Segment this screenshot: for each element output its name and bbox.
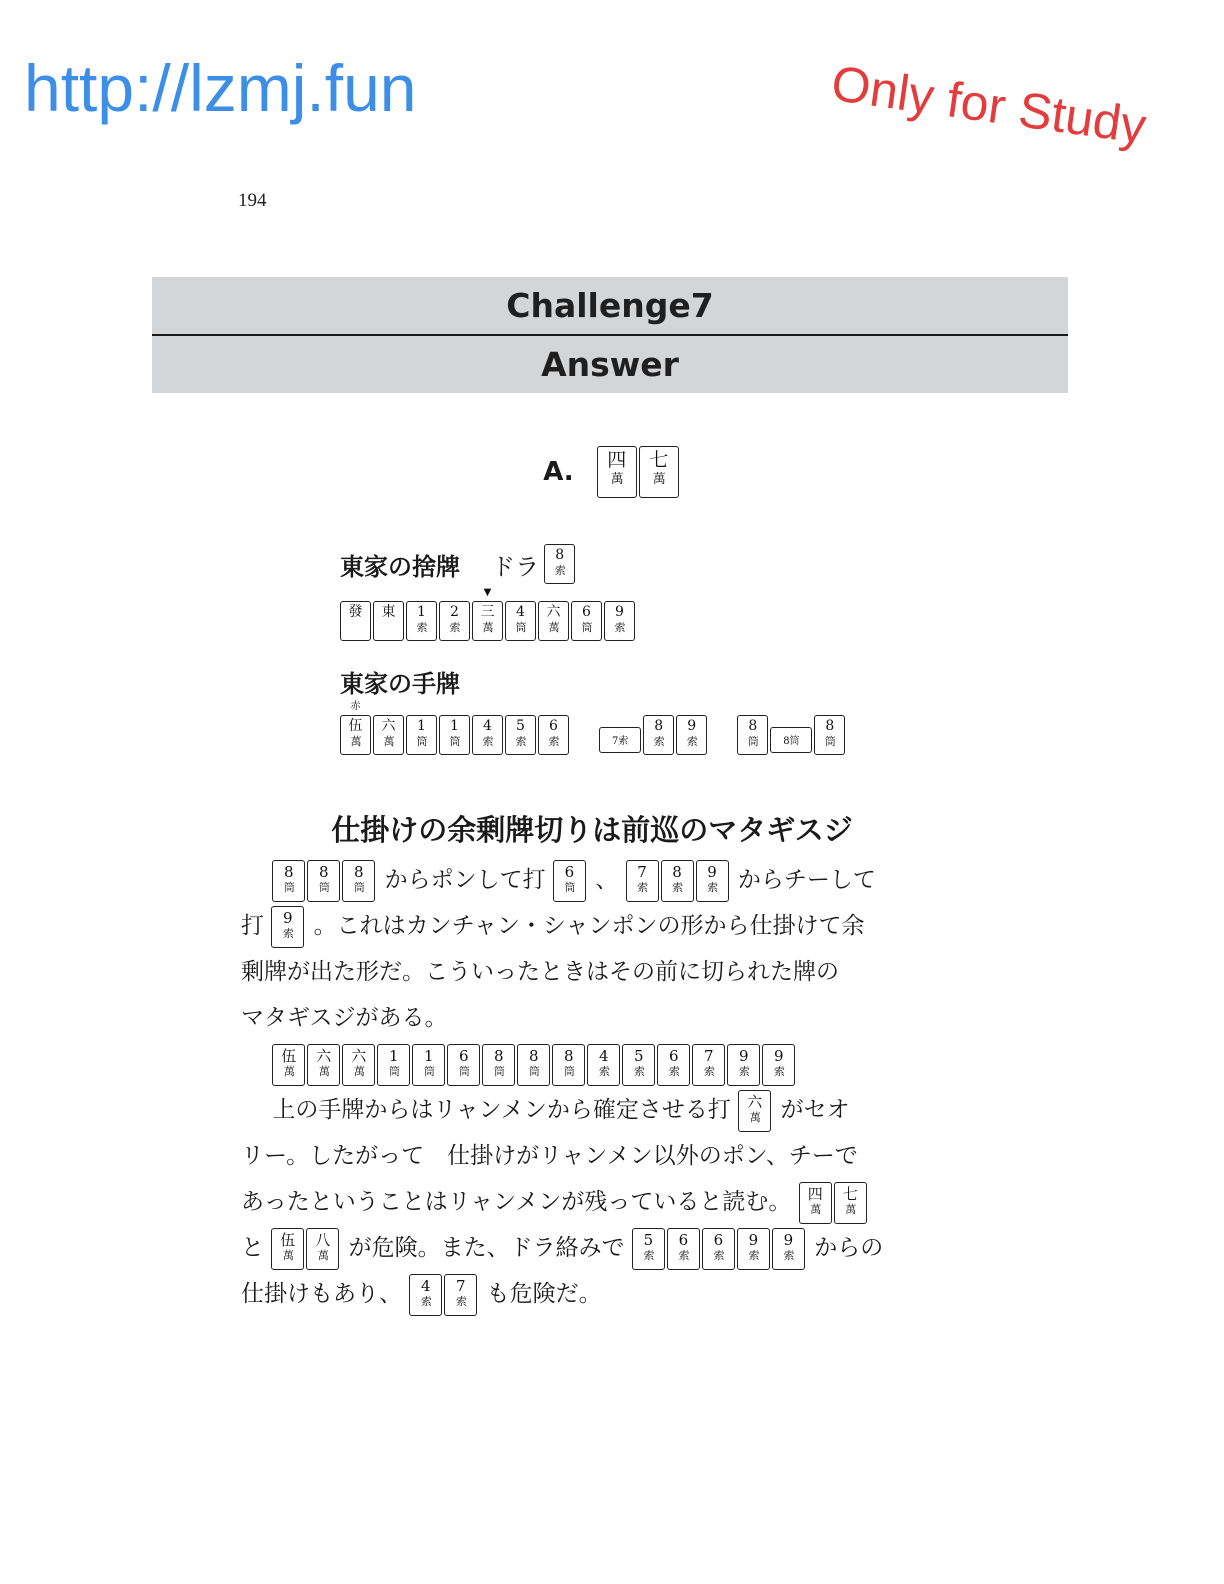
tile-top: 1 <box>424 1047 434 1065</box>
mahjong-tile <box>342 860 375 902</box>
tile-top: 1 <box>417 718 426 734</box>
text: からチーして <box>737 867 876 893</box>
tile-top: 5 <box>634 1047 644 1065</box>
text: 、 <box>595 867 619 893</box>
tile-suit: 筒 <box>515 621 526 634</box>
tile-top: 9 <box>687 718 697 734</box>
mahjong-tile <box>538 601 569 641</box>
tile-top: 六 <box>351 1047 367 1065</box>
tile-top: 8 <box>654 718 664 734</box>
mahjong-tile <box>505 715 536 755</box>
tile-suit: 索 <box>548 735 559 748</box>
mahjong-tile <box>667 1228 700 1270</box>
watermark-study: Only for Study <box>828 54 1150 155</box>
text: が危険。また、ドラ絡みで <box>348 1235 625 1261</box>
text: あったということはリャンメンが残っていると読む。 <box>241 1189 792 1215</box>
mahjong-tile <box>307 860 340 902</box>
mahjong-tile <box>272 860 305 902</box>
tile-suit: 筒 <box>493 1065 504 1078</box>
full-hand-line <box>241 1041 951 1087</box>
mahjong-tile <box>409 1274 442 1316</box>
mahjong-tile <box>544 544 575 584</box>
danger-tiles-a <box>799 1185 869 1216</box>
mahjong-tile <box>762 1044 795 1086</box>
tile-suit: 索 <box>482 735 493 748</box>
theory-discard-tile <box>738 1093 773 1124</box>
mahjong-tile <box>587 1044 620 1086</box>
tile-suit: 筒 <box>353 881 364 894</box>
tile-suit: 索 <box>668 1065 679 1078</box>
hand-concealed <box>340 701 571 748</box>
tile-suit: 筒 <box>824 735 835 748</box>
hand-row <box>340 701 847 755</box>
mahjong-tile <box>772 1228 805 1270</box>
hand-header <box>340 664 460 699</box>
tile-mark: 赤 <box>350 701 361 712</box>
dora-tile <box>544 547 577 577</box>
tile-suit: 萬 <box>282 1249 293 1262</box>
mahjong-tile: 8筒 <box>770 727 812 753</box>
pon-from-tiles <box>272 863 377 894</box>
discards-header <box>340 544 577 584</box>
text: からポンして打 <box>384 867 546 893</box>
tile-suit: 萬 <box>353 1065 364 1078</box>
tile-suit: 索 <box>703 1065 714 1078</box>
mahjong-tile <box>439 715 470 755</box>
tile-top: 七 <box>649 449 669 471</box>
tile-suit: 索 <box>637 881 648 894</box>
tile-suit: 萬 <box>845 1203 856 1216</box>
tile-suit: 索 <box>783 1249 794 1262</box>
tile-top: 8 <box>748 718 758 734</box>
tile-top: 8 <box>825 718 835 734</box>
tile-suit: 索 <box>598 1065 609 1078</box>
mahjong-tile <box>447 1044 480 1086</box>
mahjong-tile <box>696 860 729 902</box>
tile-suit: 索 <box>738 1065 749 1078</box>
tile-top: 7 <box>637 863 647 881</box>
tile-top: 6 <box>564 863 575 881</box>
tile-mark: ▼ <box>483 587 492 598</box>
mahjong-tile <box>505 601 536 641</box>
p2-line-4 <box>241 1225 951 1271</box>
tile-top: 5 <box>516 718 525 734</box>
mahjong-tile <box>676 715 707 755</box>
mahjong-tile <box>342 1044 375 1086</box>
mahjong-tile <box>738 1090 771 1132</box>
mahjong-tile <box>272 1044 305 1086</box>
tile-suit: 萬 <box>610 472 623 487</box>
tile-top: 9 <box>283 909 293 927</box>
mahjong-tile <box>373 715 404 755</box>
text: リー。したがって 仕掛けがリャンメン以外のポン、チーで <box>241 1143 858 1169</box>
tile-top: 8 <box>529 1047 539 1065</box>
mahjong-tile <box>538 715 569 755</box>
tile-top: 4 <box>421 1277 431 1295</box>
tile-suit: 筒 <box>449 735 460 748</box>
tile-suit: 萬 <box>482 621 493 634</box>
discard-row <box>340 587 637 641</box>
tile-top: 4 <box>516 604 525 620</box>
chi-from-tiles <box>626 863 731 894</box>
tile-suit: 索 <box>515 735 526 748</box>
answer-tiles <box>597 449 681 487</box>
tile-suit: 索 <box>773 1065 784 1078</box>
p2-line-5 <box>241 1271 951 1317</box>
mahjong-tile <box>306 1228 339 1270</box>
mahjong-tile <box>552 1044 585 1086</box>
tile-suit: 萬 <box>749 1111 760 1124</box>
tile-suit: 萬 <box>810 1203 821 1216</box>
page-number: 194 <box>238 190 267 211</box>
tile-suit: 索 <box>633 1065 644 1078</box>
mahjong-tile <box>604 601 635 641</box>
mahjong-tile <box>406 715 437 755</box>
mahjong-tile <box>472 715 503 755</box>
mahjong-tile <box>834 1182 867 1224</box>
p1-line-1 <box>241 857 951 903</box>
tile-top: 8 <box>672 863 682 881</box>
danger-tiles-b <box>271 1231 341 1262</box>
tile-top: 9 <box>774 1047 784 1065</box>
tile-suit: 索 <box>420 1295 431 1308</box>
paragraph-1 <box>241 857 951 1317</box>
mahjong-tile <box>702 1228 735 1270</box>
text: と <box>241 1235 264 1261</box>
banner-subtitle: Answer <box>541 345 679 384</box>
tile-suit: 筒 <box>423 1065 434 1078</box>
tile-top: 六 <box>381 718 396 734</box>
tile-top: 6 <box>678 1231 689 1249</box>
tile-top: 伍 <box>280 1231 296 1249</box>
tile-top: 7 <box>456 1277 466 1295</box>
text: マタギスジがある。 <box>241 1005 448 1031</box>
tile-top: 三 <box>480 604 495 620</box>
tile-suit: 索 <box>449 621 460 634</box>
tile-top: 4 <box>599 1047 609 1065</box>
tile-top: 發 <box>348 604 363 620</box>
tile-top: 6 <box>459 1047 469 1065</box>
dora-call-tiles <box>632 1231 807 1262</box>
watermark-url: http://lzmj.fun <box>24 51 417 125</box>
danger-tiles-c <box>409 1277 479 1308</box>
tile-top: 七 <box>842 1185 858 1203</box>
mahjong-tile: 7索 <box>599 727 641 753</box>
tile-suit: 萬 <box>283 1065 294 1078</box>
tile-suit: 索 <box>614 621 625 634</box>
mahjong-tile <box>482 1044 515 1086</box>
mahjong-tile <box>377 1044 410 1086</box>
section-title: 仕掛けの余剰牌切りは前巡のマタギスジ <box>331 813 853 847</box>
tile-suit: 筒 <box>416 735 427 748</box>
mahjong-tile <box>661 860 694 902</box>
tile-top: 東 <box>381 604 396 620</box>
tile-top: 六 <box>546 604 561 620</box>
p2-line-1 <box>241 1087 951 1133</box>
tile-suit: 筒 <box>318 881 329 894</box>
tile-suit: 索 <box>416 621 427 634</box>
mahjong-tile <box>412 1044 445 1086</box>
pon-discard-tile <box>553 863 588 894</box>
tile-top: 1 <box>450 718 459 734</box>
tile-suit: 索 <box>686 735 697 748</box>
tile-top: 四 <box>807 1185 823 1203</box>
tile-suit: 索 <box>672 881 683 894</box>
tile-suit: 索 <box>643 1249 654 1262</box>
p2-line-2 <box>241 1133 951 1179</box>
banner-title: Challenge7 <box>506 286 714 325</box>
tile-suit: 索 <box>455 1295 466 1308</box>
tile-top: 9 <box>615 604 624 620</box>
tile-top: 8 <box>354 863 364 881</box>
mahjong-tile <box>406 601 437 641</box>
tile-suit: 筒 <box>563 1065 574 1078</box>
tile-top: 8 <box>319 863 329 881</box>
tile-top: 8 <box>494 1047 504 1065</box>
text: も危険だ。 <box>486 1281 602 1307</box>
mahjong-tile <box>727 1044 760 1086</box>
mahjong-tile <box>643 715 674 755</box>
text: からの <box>814 1235 884 1261</box>
tile-top: 1 <box>389 1047 399 1065</box>
tile-top: 8 <box>555 547 565 563</box>
tile-top: 8 <box>284 863 294 881</box>
tile-suit: 索 <box>707 881 718 894</box>
answer-label: A. <box>543 457 574 487</box>
tile-top: 9 <box>783 1231 794 1249</box>
mahjong-tile <box>622 1044 655 1086</box>
full-hand-tiles <box>272 1047 797 1078</box>
text: 剰牌が出た形だ。こういったときはその前に切られた牌の <box>241 959 839 985</box>
tile-suit: 萬 <box>350 735 361 748</box>
tile-suit: 筒 <box>388 1065 399 1078</box>
tile-top: 4 <box>483 718 492 734</box>
mahjong-tile <box>517 1044 550 1086</box>
tile-top: 六 <box>747 1093 763 1111</box>
text: がセオ <box>780 1097 850 1123</box>
mahjong-tile <box>692 1044 725 1086</box>
discards-heading: 東家の捨牌 <box>340 552 460 581</box>
tile-top: 6 <box>549 718 558 734</box>
text: 上の手牌からはリャンメンから確定させる打 <box>272 1097 731 1123</box>
tile-top: 八 <box>315 1231 331 1249</box>
tile-top: 5 <box>643 1231 654 1249</box>
tile-suit: 索 <box>713 1249 724 1262</box>
tile-suit: 萬 <box>383 735 394 748</box>
tile-suit: 筒 <box>283 881 294 894</box>
tile-suit: 索 <box>748 1249 759 1262</box>
mahjong-tile <box>597 446 637 498</box>
tile-suit: 萬 <box>317 1249 328 1262</box>
mahjong-tile <box>373 601 404 641</box>
mahjong-tile <box>271 1228 304 1270</box>
mahjong-tile <box>799 1182 832 1224</box>
dora-label: ドラ <box>491 552 540 581</box>
tile-top: 伍 <box>348 718 363 734</box>
tile-top: 7 <box>704 1047 714 1065</box>
chi-discard-tile <box>271 909 306 940</box>
tile-top: 6 <box>713 1231 724 1249</box>
mahjong-tile <box>657 1044 690 1086</box>
mahjong-tile <box>439 601 470 641</box>
discard-tiles <box>340 587 637 634</box>
mahjong-tile <box>472 587 503 641</box>
mahjong-tile <box>632 1228 665 1270</box>
mahjong-tile <box>626 860 659 902</box>
tile-top: 9 <box>739 1047 749 1065</box>
tile-suit: 索 <box>678 1249 689 1262</box>
mahjong-tile <box>737 1228 770 1270</box>
p1-line-3 <box>241 949 951 995</box>
tile-suit: 萬 <box>318 1065 329 1078</box>
mahjong-tile <box>271 906 304 948</box>
tile-suit: 筒 <box>581 621 592 634</box>
mahjong-tile <box>571 601 602 641</box>
answer-row <box>0 446 1224 498</box>
tile-suit: 萬 <box>652 472 665 487</box>
mahjong-tile <box>553 860 586 902</box>
mahjong-tile <box>340 601 371 641</box>
tile-top: 伍 <box>281 1047 297 1065</box>
tile-suit: 索 <box>282 927 293 940</box>
p1-line-4 <box>241 995 951 1041</box>
tile-suit: 索 <box>554 564 565 577</box>
tile-suit: 萬 <box>548 621 559 634</box>
tile-suit: 筒 <box>747 735 758 748</box>
tile-top: 9 <box>748 1231 759 1249</box>
tile-top: 四 <box>607 449 627 471</box>
tile-suit: 索 <box>653 735 664 748</box>
hand-heading: 東家の手牌 <box>340 670 460 698</box>
mahjong-tile <box>307 1044 340 1086</box>
mahjong-tile <box>444 1274 477 1316</box>
mahjong-tile <box>340 701 371 755</box>
tile-top: 6 <box>582 604 591 620</box>
mahjong-tile <box>737 715 768 755</box>
tile-top: 1 <box>417 604 426 620</box>
text: 打 <box>241 913 264 939</box>
tile-suit: 筒 <box>458 1065 469 1078</box>
p1-line-2 <box>241 903 951 949</box>
title-banner <box>152 277 1068 393</box>
text: 仕掛けもあり、 <box>241 1281 402 1307</box>
p2-line-3 <box>241 1179 951 1225</box>
tile-top: 六 <box>316 1047 332 1065</box>
hand-pon-meld <box>737 718 847 748</box>
hand-chi-meld <box>599 718 709 748</box>
tile-top: 8 <box>564 1047 574 1065</box>
mahjong-tile <box>639 446 679 498</box>
tile-suit: 筒 <box>528 1065 539 1078</box>
text: 。これはカンチャン・シャンポンの形から仕掛けて余 <box>313 913 865 939</box>
tile-top: 9 <box>707 863 717 881</box>
tile-suit: 筒 <box>564 881 575 894</box>
tile-top: 2 <box>450 604 459 620</box>
mahjong-tile <box>814 715 845 755</box>
tile-top: 6 <box>669 1047 679 1065</box>
